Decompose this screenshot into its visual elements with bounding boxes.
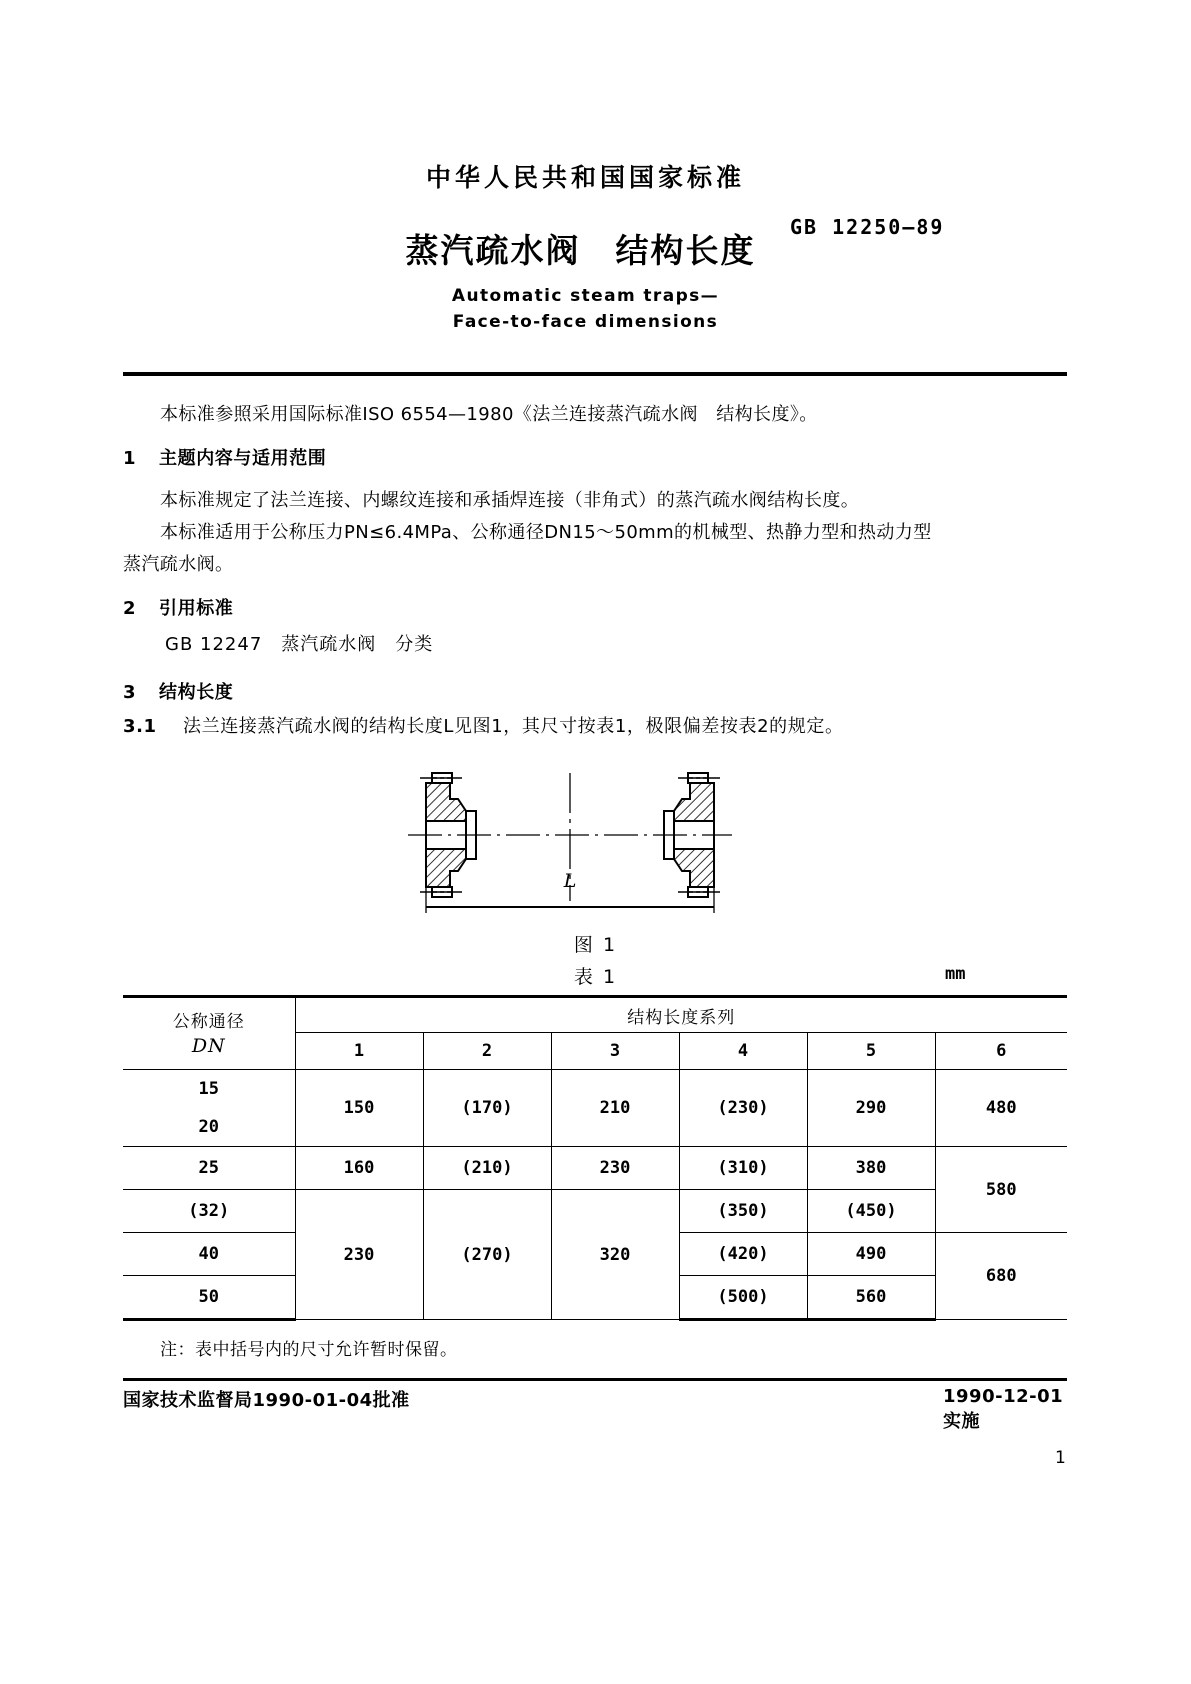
cell-r1-c2: (170) bbox=[423, 1070, 551, 1147]
table-row-dn25 bbox=[123, 1147, 1067, 1190]
table-row-dn15 bbox=[123, 1070, 1067, 1109]
cell-r23-c6: 580 bbox=[935, 1147, 1067, 1233]
cell-r2-c5: 380 bbox=[807, 1147, 935, 1190]
cell-dn-40: 40 bbox=[123, 1233, 295, 1276]
table-1-caption: 表 1 bbox=[573, 966, 618, 988]
header-nominal-diameter bbox=[123, 997, 295, 1070]
standard-code: GB 12250—89 bbox=[790, 215, 945, 239]
paragraph-1-1: 本标准规定了法兰连接、内螺纹连接和承插焊连接（非角式）的蒸汽疏水阀结构长度。 bbox=[160, 490, 860, 511]
cell-dn-32: (32) bbox=[123, 1190, 295, 1233]
section-1-number: 1 bbox=[123, 448, 137, 469]
cell-r1-c6: 480 bbox=[935, 1070, 1067, 1147]
header-col-4: 4 bbox=[679, 1033, 807, 1070]
table-note: 注：表中括号内的尺寸允许暂时保留。 bbox=[160, 1340, 458, 1360]
table-header-row-1 bbox=[123, 997, 1067, 1033]
cell-r45-c2: (270) bbox=[423, 1190, 551, 1320]
cell-r45-c3: 320 bbox=[551, 1190, 679, 1320]
cell-r1-c4: (230) bbox=[679, 1070, 807, 1147]
header-col-5: 5 bbox=[807, 1033, 935, 1070]
section-3-title: 结构长度 bbox=[159, 682, 234, 703]
title-en-line1-text: Automatic steam traps— bbox=[451, 286, 720, 306]
section-3-1-number: 3.1 bbox=[123, 716, 157, 737]
cell-r2-c2: (210) bbox=[423, 1147, 551, 1190]
national-standard-text: 中华人民共和国国家标准 bbox=[425, 163, 745, 192]
table-row-dn32 bbox=[123, 1190, 1067, 1233]
section-2-title: 引用标准 bbox=[159, 598, 234, 619]
cell-dn-20: 20 bbox=[123, 1108, 295, 1147]
header-length-series: 结构长度系列 bbox=[295, 997, 1067, 1033]
approval-info: 国家技术监督局1990-01-04批准 bbox=[123, 1390, 410, 1411]
cell-r5-c4: (500) bbox=[679, 1276, 807, 1320]
cell-r2-c3: 230 bbox=[551, 1147, 679, 1190]
title-en-line2 bbox=[0, 312, 1191, 332]
cell-r3-c4: (350) bbox=[679, 1190, 807, 1233]
header-dn-line2: DN bbox=[191, 1034, 226, 1057]
section-1-title: 主题内容与适用范围 bbox=[159, 448, 327, 469]
header-col-2: 2 bbox=[423, 1033, 551, 1070]
implementation-info: 1990-12-01实施 bbox=[943, 1386, 1064, 1432]
cell-r45-c6: 680 bbox=[935, 1233, 1067, 1320]
cell-r4-c5: 490 bbox=[807, 1233, 935, 1276]
section-3-1-text: 法兰连接蒸汽疏水阀的结构长度L见图1，其尺寸按表1，极限偏差按表2的规定。 bbox=[183, 716, 844, 737]
figure-1-caption: 图 1 bbox=[573, 934, 618, 956]
header-divider bbox=[123, 372, 1067, 376]
section-2-heading bbox=[123, 594, 233, 620]
paragraph-1-2-line1: 本标准适用于公称压力PN≤6.4MPa、公称通径DN15～50mm的机械型、热静力型和热动力型 bbox=[160, 522, 932, 543]
section-3-heading bbox=[123, 678, 233, 704]
cell-dn-15: 15 bbox=[123, 1070, 295, 1109]
national-standard-line bbox=[0, 158, 1191, 194]
page-number: 1 bbox=[1055, 1448, 1066, 1468]
dimension-label-L: L bbox=[563, 870, 577, 892]
cell-r5-c5: 560 bbox=[807, 1276, 935, 1320]
cell-r4-c4: (420) bbox=[679, 1233, 807, 1276]
header-col-3: 3 bbox=[551, 1033, 679, 1070]
referenced-standard: GB 12247 蒸汽疏水阀 分类 bbox=[165, 634, 434, 655]
cell-r1-c5: 290 bbox=[807, 1070, 935, 1147]
cell-r1-c1: 150 bbox=[295, 1070, 423, 1147]
section-3-number: 3 bbox=[123, 682, 137, 703]
cell-dn-25: 25 bbox=[123, 1147, 295, 1190]
cell-r1-c3: 210 bbox=[551, 1070, 679, 1147]
cell-r2-c1: 160 bbox=[295, 1147, 423, 1190]
intro-paragraph: 本标准参照采用国际标准ISO 6554—1980《法兰连接蒸汽疏水阀 结构长度》。 bbox=[160, 404, 818, 425]
section-2-number: 2 bbox=[123, 598, 137, 619]
cell-r3-c5: (450) bbox=[807, 1190, 935, 1233]
section-3-1 bbox=[123, 712, 844, 738]
footer-divider bbox=[123, 1378, 1067, 1381]
page-title bbox=[0, 225, 1191, 272]
header-col-1: 1 bbox=[295, 1033, 423, 1070]
paragraph-1-2-line2: 蒸汽疏水阀。 bbox=[123, 554, 234, 575]
title-en-line1 bbox=[0, 286, 1191, 306]
header-dn-line1: 公称通径 bbox=[172, 1011, 245, 1032]
section-1-heading bbox=[123, 444, 326, 470]
cell-dn-50: 50 bbox=[123, 1276, 295, 1320]
title-en-line2-text: Face-to-face dimensions bbox=[452, 312, 719, 332]
cell-r45-c1: 230 bbox=[295, 1190, 423, 1320]
page-title-text: 蒸汽疏水阀 结构长度 bbox=[405, 231, 756, 270]
header-col-6: 6 bbox=[935, 1033, 1067, 1070]
table-1 bbox=[123, 995, 1067, 1321]
table-unit-label: mm bbox=[945, 964, 966, 984]
cell-r2-c4: (310) bbox=[679, 1147, 807, 1190]
